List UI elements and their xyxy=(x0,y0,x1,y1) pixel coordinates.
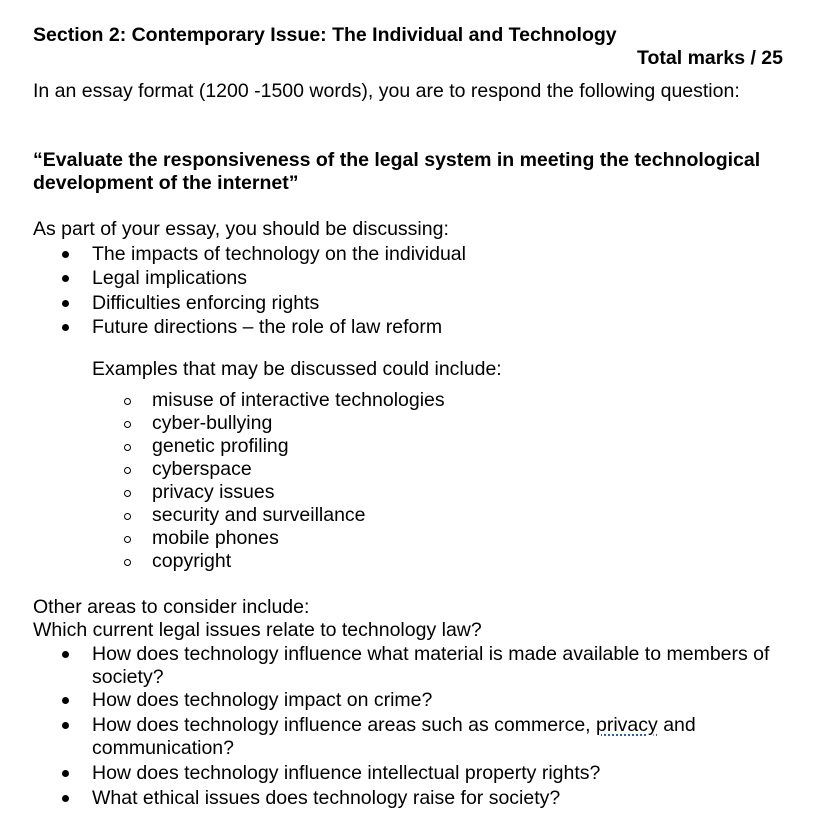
discussion-intro: As part of your essay, you should be discussing: xyxy=(33,218,449,240)
list-item: mobile phones xyxy=(152,527,279,549)
circle-bullet-icon xyxy=(124,398,131,405)
list-item-text: How does technology influence areas such as commerce, xyxy=(92,714,597,736)
legal-issues-question: Which current legal issues relate to technology law? xyxy=(33,619,482,641)
list-item: cyberspace xyxy=(152,458,252,480)
bullet-icon xyxy=(62,275,69,282)
examples-intro: Examples that may be discussed could include: xyxy=(92,358,502,380)
circle-bullet-icon xyxy=(124,513,131,520)
list-item-text: and xyxy=(657,714,696,736)
essay-question-line-1: “Evaluate the responsiveness of the legal system in meeting the technological xyxy=(33,149,761,171)
circle-bullet-icon xyxy=(124,467,131,474)
list-item: Difficulties enforcing rights xyxy=(92,292,320,314)
list-item: What ethical issues does technology raise for society? xyxy=(92,787,561,809)
total-marks: Total marks / 25 xyxy=(637,47,783,69)
bullet-icon xyxy=(62,251,69,258)
list-item: copyright xyxy=(152,550,232,572)
list-item-continuation: communication? xyxy=(92,737,234,759)
bullet-icon xyxy=(62,697,69,704)
bullet-icon xyxy=(62,651,69,658)
list-item: How does technology influence intellectual property rights? xyxy=(92,762,601,784)
spellcheck-word[interactable]: privacy xyxy=(596,714,658,736)
other-areas-heading: Other areas to consider include: xyxy=(33,596,310,618)
circle-bullet-icon xyxy=(124,559,131,566)
list-item: How does technology impact on crime? xyxy=(92,689,433,711)
list-item: genetic profiling xyxy=(152,435,289,457)
list-item: misuse of interactive technologies xyxy=(152,389,445,411)
bullet-icon xyxy=(62,770,69,777)
list-item: The impacts of technology on the individual xyxy=(92,243,466,265)
list-item: security and surveillance xyxy=(152,504,366,526)
bullet-icon xyxy=(62,722,69,729)
list-item xyxy=(92,714,696,737)
essay-question-line-2: development of the internet” xyxy=(33,172,299,194)
bullet-icon xyxy=(62,324,69,331)
instruction-text: In an essay format (1200 -1500 words), you are to respond the following question: xyxy=(33,80,740,102)
circle-bullet-icon xyxy=(124,421,131,428)
list-item: How does technology influence what material is made available to members of xyxy=(92,643,770,665)
list-item: Future directions – the role of law reform xyxy=(92,316,443,338)
circle-bullet-icon xyxy=(124,444,131,451)
list-item: cyber-bullying xyxy=(152,412,273,434)
bullet-icon xyxy=(62,795,69,802)
list-item: privacy issues xyxy=(152,481,275,503)
list-item: Legal implications xyxy=(92,267,248,289)
circle-bullet-icon xyxy=(124,490,131,497)
section-title: Section 2: Contemporary Issue: The Individual and Technology xyxy=(33,24,617,46)
circle-bullet-icon xyxy=(124,536,131,543)
list-item-continuation: society? xyxy=(92,666,164,688)
bullet-icon xyxy=(62,300,69,307)
